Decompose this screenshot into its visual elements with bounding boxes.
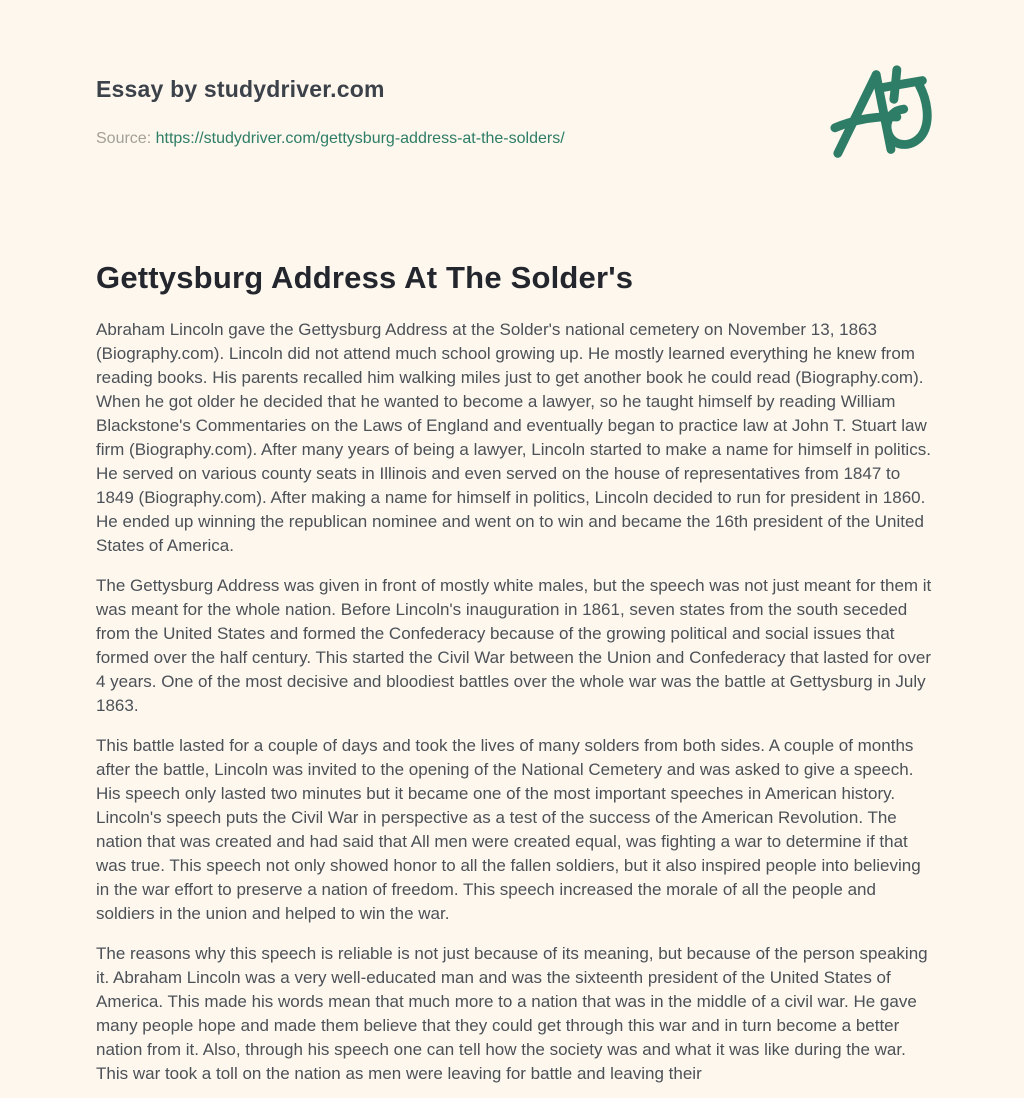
essay-title: Gettysburg Address At The Solder's: [96, 260, 634, 295]
essay-paragraph-2: The Gettysburg Address was given in front of mostly white males, but the speech was not just meant for them it was meant for the whole nation. Before Lincoln's inauguration in 1861, seven states from the south seceded from the United States and formed the Confederacy because of the growing political and social issues that formed over the half century. This started the Civil War between the Union and Confederacy that lasted for over 4 years. One of the most decisive and bloodiest battles over the whole war was the battle at Gettysburg in July 1863.: [96, 576, 932, 715]
essay-paragraph-4: The reasons why this speech is reliable is not just because of its meaning, but because of the person speaking it. Abraham Lincoln was a very well-educated man and was the sixteenth president of the United States of America. This made his words mean that much more to a nation that was in the middle of a civil war. He gave many people hope and made them believe that they could get through this war and in turn become a better nation from it. Also, through his speech one can tell how the society was and what it was like during the war. This war took a toll on the nation as men were leaving for battle and leaving their: [96, 944, 928, 1083]
a-plus-logo-icon: [828, 60, 946, 170]
source-label: Source:: [96, 130, 152, 147]
essay-paragraph-1: Abraham Lincoln gave the Gettysburg Address at the Solder's national cemetery on November 13, 1863 (Biography.com). Lincoln did not attend much school growing up. He mostly learned everything he knew from reading books. His parents recalled him walking miles just to get another book he could read (Biography.com). When he got older he decided that he wanted to become a lawyer, so he taught himself by reading William Blackstone's Commentaries on the Laws of England and eventually began to practice law at John T. Stuart law firm (Biography.com). After many years of being a lawyer, Lincoln started to make a name for himself in politics. He served on various county seats in Illinois and even served on the house of representatives from 1847 to 1849 (Biography.com). After making a name for himself in politics, Lincoln decided to run for president in 1860. He ended up winning the republican nominee and went on to win and became the 16th president of the United States of America.: [96, 320, 931, 555]
essay-content: [96, 0, 934, 1086]
source-link[interactable]: https://studydriver.com/gettysburg-address-at-the-solders/: [155, 130, 565, 147]
source-line: [96, 130, 934, 148]
essay-paragraph-3: This battle lasted for a couple of days and took the lives of many solders from both sides. A couple of months after the battle, Lincoln was invited to the opening of the National Cemetery and was asked to give a speech. His speech only lasted two minutes but it became one of the most important speeches in American history. Lincoln's speech puts the Civil War in perspective as a test of the success of the American Revolution. The nation that was created and had said that All men were created equal, was fighting a war to determine if that was true. This speech not only showed honor to all the fallen soldiers, but it also inspired people into believing in the war effort to preserve a nation of freedom. This speech increased the morale of all the people and soldiers in the union and helped to win the war.: [96, 736, 921, 923]
essay-byline: Essay by studydriver.com: [96, 76, 385, 102]
